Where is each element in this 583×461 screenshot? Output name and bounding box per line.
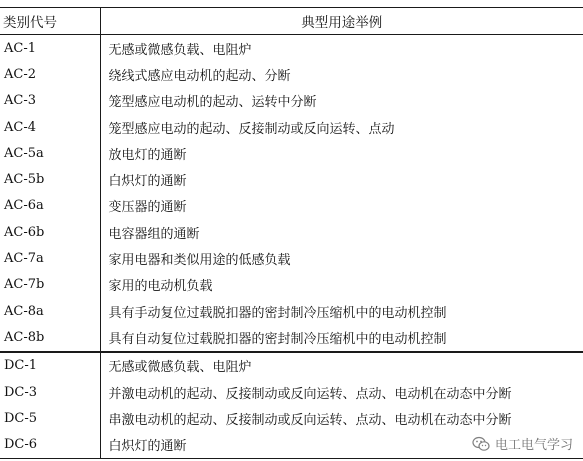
category-code-cell: AC-1 — [0, 35, 100, 62]
table-row — [0, 298, 583, 324]
watermark — [472, 434, 573, 453]
wechat-icon — [472, 436, 490, 452]
table-row — [0, 272, 583, 298]
header-row — [0, 8, 583, 35]
category-code-cell: AC-5b — [0, 166, 100, 192]
usage-description-cell: 具有手动复位过载脱扣器的密封制冷压缩机中的电动机控制 — [108, 305, 447, 321]
usage-description-cell: 电容器组的通断 — [108, 226, 200, 242]
table-row — [0, 193, 583, 219]
table-row — [0, 166, 583, 192]
category-code-cell: DC-5 — [0, 405, 100, 431]
category-code-cell: AC-8b — [0, 324, 100, 351]
usage-description-cell: 家用电器和类似用途的低感负载 — [108, 253, 291, 269]
header-category-code: 类别代号 — [0, 8, 100, 35]
table-row — [0, 405, 583, 431]
category-code-cell: DC-1 — [0, 352, 100, 379]
table-row — [0, 35, 583, 62]
usage-description-cell: 并激电动机的起动、反接制动或反向运转、点动、电动机在动态中分断 — [108, 386, 512, 402]
table-row — [0, 61, 583, 87]
category-code-cell: AC-3 — [0, 88, 100, 114]
category-code-cell: AC-7b — [0, 272, 100, 298]
utilization-category-table — [0, 7, 583, 459]
usage-description-cell: 白炽灯的通断 — [108, 174, 187, 190]
usage-description-cell: 绕线式感应电动机的起动、分断 — [108, 68, 291, 84]
table-body — [0, 35, 583, 459]
usage-description-cell: 白炽灯的通断 — [100, 431, 583, 458]
table-row — [0, 245, 583, 271]
usage-description-cell: 无感或微感负载、电阻炉 — [100, 352, 583, 379]
usage-description-cell: 串激电动机的起动、反接制动或反向运转、点动、电动机在动态中分断 — [108, 412, 512, 428]
table-header — [0, 8, 583, 35]
watermark-text: 电工电气学习 — [494, 438, 573, 453]
usage-description-cell: 笼型感应电动的起动、反接制动或反向运转、点动 — [108, 121, 395, 137]
category-code-cell: AC-5a — [0, 140, 100, 166]
usage-description-cell: 具有自动复位过载脱扣器的密封制冷压缩机中的电动机控制 — [108, 331, 447, 347]
category-code-cell: AC-2 — [0, 61, 100, 87]
usage-description-cell: 家用的电动机负载 — [108, 279, 213, 295]
usage-description-cell: 笼型感应电动机的起动、运转中分断 — [108, 95, 317, 111]
table-row — [0, 352, 583, 379]
header-typical-usage: 典型用途举例 — [100, 8, 583, 35]
table-row — [0, 140, 583, 166]
table-row — [0, 379, 583, 405]
category-code-cell: AC-8a — [0, 298, 100, 324]
table-row — [0, 324, 583, 351]
category-code-cell: AC-4 — [0, 114, 100, 140]
table-row — [0, 88, 583, 114]
usage-description-cell: 放电灯的通断 — [108, 147, 187, 163]
usage-description-cell: 无感或微感负载、电阻炉 — [108, 42, 252, 58]
table-row — [0, 219, 583, 245]
category-code-cell: AC-6a — [0, 193, 100, 219]
table-row — [0, 114, 583, 140]
category-code-cell: AC-6b — [0, 219, 100, 245]
category-code-cell: DC-6 — [0, 431, 100, 458]
usage-description-cell: 变压器的通断 — [108, 200, 187, 216]
category-code-cell: AC-7a — [0, 245, 100, 271]
category-code-cell: DC-3 — [0, 379, 100, 405]
